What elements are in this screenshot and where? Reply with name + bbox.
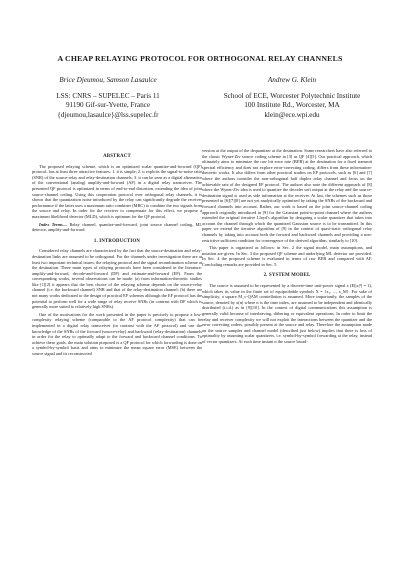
author-block-right — [202, 76, 382, 120]
abstract — [32, 164, 202, 220]
author-email: klein@ece.wpi.edu — [264, 110, 320, 119]
author-affiliation-line: LSS: CNRS – SUPELEC – Paris 11 — [56, 91, 160, 100]
author-names: Brice Djeumou, Samson Lasaulce — [59, 76, 157, 84]
body-paragraph: This paper is organized as follows: in Sec. 2 the signal model, main assumptions, and notation are given. In Sec. 3 the proposed QF scheme and underlying ML detector are provided. In Sec. 4 the proposed scheme is evaluated in terms of raw BER and compared with AF. Concluding remarks are provided in Sec. 5. — [202, 245, 372, 267]
abstract-heading: ABSTRACT — [103, 154, 131, 159]
author-affiliation-line: 100 Institute Rd., Worcester, MA — [244, 101, 340, 110]
author-affiliation-line: School of ECE, Worcester Polytechnic Institute — [223, 91, 361, 100]
author-block-left — [18, 76, 198, 120]
body-paragraph: The source is assumed to be represented by a discrete-time unit-power signal x (E[|x|²] = 1), which takes its value in the finite set of equiprobable symbols X = {x₁, ..., x_M}. For sake of simplicity, a square M_c-QAM constellation is assumed. More importantly, the samples of the source, denoted by x(n) where n is the time index, are assumed to be independent and identically distributed (i.i.d.) as in [9][10]. In the context of digital communications this assumption is generally valid because of interleaving, dithering or equivalent operations. In order to limit the relay and receiver complexity we will not exploit the interactions between the quantizer and the error correcting coders, possibly present at the source and relay. Therefore the assumption made on the source samples and channel model (described just below) implies that there is loss of optimality by assuming scalar quantizers, i.e. symbol-by-symbol forwarding at the relay, instead of vector quantizers. At each time instant n the source broad- — [202, 283, 372, 344]
index-terms — [32, 222, 202, 233]
body-paragraph: One of the motivations for the work presented in the paper is precisely to propose a low-complexity relaying scheme (comparable to the AF protocol complexity) that can be implemented in a digital relay transceiver (in contrast with the AF protocol) and use the knowledge of the SNRs of the forward (source-relay) and backward (relay-destination) channels in order for the relay to optimally adapt to the forward and backward channel conditions. To achieve these goals, the main solution proposed is a QF protocol for which forwarding is done on a symbol-by-symbol basis and aims to minimize the mean square error (MSE) between the source signal and its reconstructed — [32, 311, 202, 356]
right-column — [202, 148, 372, 347]
author-names: Andrew G. Klein — [267, 76, 317, 84]
section-heading-introduction: 1. INTRODUCTION — [93, 238, 141, 244]
body-paragraph: Considered relay channels are characterized by the fact that the source-destination and relay-destination links are assumed to be orthogonal. For the channels under investigation there are at least two important technical issues: the relaying protocol and the signal recombination scheme at the destination. Three main types of relaying protocols have been considered in the literature: amplify-and-forward, decode-and-forward (DF) and estimate-and-forward (EF). From the corresponding works, several observations can be made: (a) from information-theoretic studies like [1][2] it appears that the best choice of the relaying scheme depends on the source-relay channel (i.e. the backward channel) SNR and that of the relay-destination channel; (b) there are not many works dedicated to the design of practical EF schemes although the EF protocol has the potential to perform well for a wide range of relay receive SNRs (in contrast with DF which is generally more suited to relatively high SNRs). — [32, 248, 202, 310]
paper-title: A CHEAP RELAYING PROTOCOL FOR ORTHOGONAL RELAY CHANNELS — [57, 54, 343, 63]
author-affiliation-line: 91190 Gif-sur-Yvette, France — [65, 101, 151, 110]
abstract-paragraph: The proposed relaying scheme, which is an optimized scalar quantize-and-forward (QF) protocol, has at least three attractive features: 1. it is simple; 2. it exploits the signal-to-noise ratio (SNR) of the source-relay and relay-destination channels; 3. it can be seen as a digital alternative of the conventional (analog) amplify-and-forward (AF) in a digital relay transceiver. The presented QF protocol is optimized in terms of end-to-end distortion, extending the idea of joint source-channel coding. Using this cooperation protocol over orthogonal relay channels, it is shown that the quantization noise introduced by the relay can significantly degrade the receiver performance if the latter uses a maximum ratio combiner (MRC) to combine the two signals from the source and relay. In order for the receiver to compensate for this effect, we propose a maximum likelihood detector (MLD), which is optimum for the QF protocol. — [32, 163, 202, 219]
left-column — [32, 148, 202, 359]
section-heading-system-model: 2. SYSTEM MODEL — [263, 273, 311, 279]
author-email: {djeumou,lasaulce}@lss.supelec.fr — [57, 110, 159, 119]
body-paragraph: version at the output of the dequantizer at the destination. Some researchers have also referred to the classic Wyner-Ziv source coding scheme in [3] as QF [4][5]. Our practical approach, which ultimately aims to minimize the raw bit error rate (BER) at the destination for a fixed transmit spectral efficiency and does not explore error-correcting coding, differs from these information-theoretic works. It also differs from other practical studies on EF protocols, such as [6] and [7] where the authors consider the non-orthogonal half duplex relay channel and focus on the achievable rate of the designed EF protocol. The authors also note the different approach of [8] where the Wyner-Ziv idea is used to quantize the decoder soft output at the relay and the source-destination signal is used as side information at the receiver. At last, the schemes such as those presented in [6][7][8] are not yet analytically optimized by taking the SNRs of the backward and forward channels into account. Rather, our work is based on the joint source-channel coding approach originally introduced in [9] for the Gaussian point-to-point channel where the authors extended the original iterative Lloyd's algorithm by designing a scalar quantizer that takes into account the channel through which the quantized Gaussian source is to be transmitted. In this paper we extend the iterative algorithm of [9] in the context of quasi-static orthogonal relay channels by taking into account both the forward and backward channels and providing a non-restrictive sufficient condition for convergence of the derived algorithm, similarly to [10]. — [202, 148, 372, 243]
index-terms-label: Index Terms— — [39, 221, 68, 227]
index-terms-text: Relay channel, quantize-and-forward, joint source channel coding, ML detector, amplify-and-forward. — [32, 221, 203, 233]
